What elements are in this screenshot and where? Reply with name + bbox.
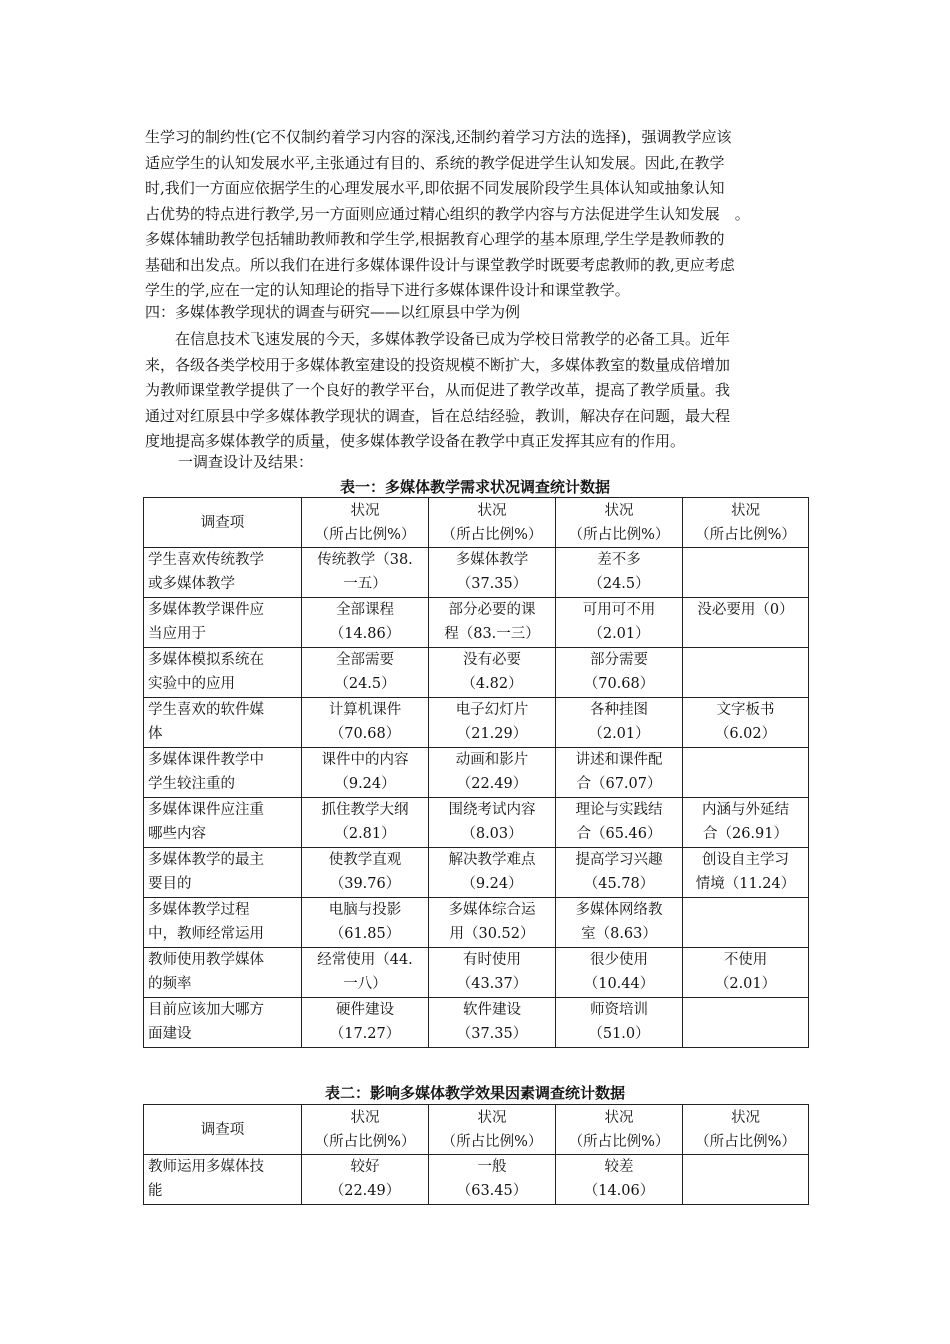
status-cell-line: 情境（11.24）	[695, 876, 796, 892]
status-cell	[683, 748, 809, 798]
status-cell-line: （21.29）	[456, 726, 528, 742]
header-status-label: 状况	[604, 1109, 634, 1126]
status-cell	[683, 848, 809, 898]
header-status-label: 状况	[350, 1109, 380, 1126]
status-cell	[429, 548, 556, 598]
status-cell	[556, 698, 683, 748]
survey-item-line: 教师使用教学媒体	[148, 952, 264, 968]
text-line: 占优势的特点进行教学,另一方面则应通过精心组织的教学内容与方法促进学生认知发展 。	[145, 204, 750, 223]
status-cell	[302, 798, 429, 848]
status-cell-line: 可用可不用	[582, 602, 656, 618]
status-cell-line: （2.01）	[588, 726, 650, 742]
status-cell-line: （45.78）	[583, 876, 655, 892]
status-cell-line: （14.86）	[329, 626, 401, 642]
status-cell-line: （2.81）	[334, 826, 396, 842]
status-cell	[683, 998, 809, 1048]
status-cell-line: （2.01）	[714, 976, 777, 992]
status-cell-line: 多媒体网络教	[575, 902, 663, 918]
status-cell-line: 不使用	[723, 952, 768, 968]
survey-item-cell	[144, 548, 302, 598]
status-cell	[429, 748, 556, 798]
status-cell	[683, 548, 809, 598]
text-line: 来，各级各类学校用于多媒体教室建设的投资规模不断扩大，多媒体教室的数量成倍增加	[145, 355, 731, 374]
survey-item-cell	[144, 998, 302, 1048]
text-line: 基础和出发点。所以我们在进行多媒体课件设计与课堂教学时既要考虑教师的教,更应考虑	[145, 255, 735, 274]
status-cell-line: （14.06）	[583, 1183, 655, 1199]
header-pct-label: （所占比例%）	[695, 526, 796, 543]
survey-item-line: 学生较注重的	[148, 776, 235, 792]
survey-item-line: 目前应该加大哪方	[148, 1002, 264, 1018]
survey-item-line: 多媒体教学课件应	[148, 602, 264, 618]
table-row	[144, 648, 809, 698]
status-cell	[302, 548, 429, 598]
status-cell-line: 电子幻灯片	[455, 702, 529, 718]
status-cell-line: 课件中的内容	[321, 752, 409, 768]
status-cell	[429, 898, 556, 948]
status-cell-line: 解决教学难点	[448, 852, 536, 868]
status-cell-line: 多媒体教学	[455, 552, 529, 568]
subsection-heading: 一调查设计及结果：	[178, 453, 314, 471]
survey-item-line: 多媒体课件应注重	[148, 802, 264, 818]
survey-item-line: 实验中的应用	[148, 676, 235, 692]
table-row	[144, 598, 809, 648]
status-cell-line: 硬件建设	[336, 1002, 394, 1018]
text-line: 生学习的制约性(它不仅制约着学习内容的深浅,还制约着学习方法的选择)，强调教学应该	[145, 128, 732, 146]
survey-item-cell	[144, 748, 302, 798]
table-header-row	[144, 1105, 809, 1155]
survey-item-line: 当应用于	[148, 626, 206, 642]
status-cell	[302, 698, 429, 748]
status-cell-line: 用（30.52）	[449, 926, 535, 942]
status-cell	[429, 948, 556, 998]
survey-item-line: 或多媒体教学	[148, 576, 235, 592]
status-cell-line: 一五）	[343, 576, 387, 592]
status-cell-line: 差不多	[597, 552, 641, 568]
status-cell-line: 使教学直观	[328, 852, 402, 868]
status-cell	[556, 848, 683, 898]
header-pct-label: （所占比例%）	[314, 1133, 416, 1150]
status-cell	[429, 698, 556, 748]
header-status	[683, 498, 809, 548]
status-cell-line: 动画和影片	[455, 752, 529, 768]
text-line: 度地提高多媒体教学的质量，使多媒体教学设备在教学中真正发挥其应有的作用。	[145, 432, 686, 450]
status-cell-line: （22.49）	[329, 1183, 401, 1199]
section-heading: 四：多媒体教学现状的调查与研究——以红原县中学为例	[145, 303, 521, 321]
status-cell-line: （70.68）	[329, 726, 401, 742]
status-cell-line: （22.49）	[456, 776, 528, 792]
table-row	[144, 548, 809, 598]
header-pct-label: （所占比例%）	[314, 526, 416, 543]
header-status-label: 状况	[350, 502, 380, 519]
survey-item-line: 教师运用多媒体技	[148, 1159, 264, 1175]
status-cell-line: （17.27）	[329, 1026, 401, 1042]
status-cell-line: 没有必要	[463, 652, 521, 668]
header-status-label: 状况	[731, 1109, 760, 1126]
table-row	[144, 998, 809, 1048]
survey-item-line: 学生喜欢的软件媒	[148, 702, 264, 718]
text-line: 通过对红原县中学多媒体教学现状的调查，旨在总结经验，教训，解决存在问题，最大程	[145, 406, 731, 425]
header-status-label: 状况	[731, 502, 760, 519]
text-line: 学生的学,应在一定的认知理论的指导下进行多媒体课件设计和课堂教学。	[145, 281, 630, 299]
status-cell-line: 理论与实践结	[575, 802, 663, 818]
status-cell	[429, 648, 556, 698]
status-cell	[302, 848, 429, 898]
status-cell	[556, 1155, 683, 1205]
status-cell-line: （24.5）	[588, 576, 650, 592]
status-cell	[302, 1155, 429, 1205]
status-cell-line: 合（65.46）	[576, 826, 662, 842]
header-status	[429, 498, 556, 548]
header-item: 调查项	[144, 1105, 302, 1155]
status-cell-line: 传统教学（38.	[317, 552, 413, 568]
status-cell-line: （70.68）	[583, 676, 655, 692]
survey-item-line: 多媒体模拟系统在	[148, 652, 264, 668]
text-line: 在信息技术飞速发展的今天，多媒体教学设备已成为学校日常教学的必备工具。近年	[145, 330, 731, 348]
survey-item-cell	[144, 898, 302, 948]
status-cell	[683, 648, 809, 698]
status-cell-line: （24.5）	[334, 676, 396, 692]
survey-item-cell	[144, 798, 302, 848]
header-pct-label: （所占比例%）	[695, 1133, 796, 1150]
survey-item-line: 能	[148, 1183, 163, 1199]
table-row	[144, 948, 809, 998]
status-cell-line: 多媒体综合运	[448, 902, 536, 918]
status-cell-line: 文字板书	[716, 702, 775, 718]
status-cell	[302, 948, 429, 998]
survey-item-cell	[144, 848, 302, 898]
status-cell-line: （9.24）	[461, 876, 523, 892]
paragraph-cognitive-development	[145, 125, 825, 304]
status-cell-line: （9.24）	[334, 776, 396, 792]
survey-item-cell	[144, 648, 302, 698]
header-status	[302, 1105, 429, 1155]
paragraph-survey-intro	[145, 327, 825, 455]
status-cell-line: （2.01）	[588, 626, 650, 642]
status-cell-line: （61.85）	[329, 926, 401, 942]
survey-item-line: 多媒体课件教学中	[148, 752, 264, 768]
survey-item-line: 多媒体教学的最主	[148, 852, 264, 868]
table-header-row	[144, 498, 809, 548]
status-cell-line: 一八）	[343, 976, 387, 992]
text-line: 适应学生的认知发展水平,主张通过有目的、系统的教学促进学生认知发展。因此,在教学	[145, 153, 725, 172]
status-cell-line: 各种挂图	[590, 702, 648, 718]
status-cell	[302, 648, 429, 698]
status-cell-line: 创设自主学习	[702, 852, 789, 868]
status-cell	[556, 798, 683, 848]
status-cell	[429, 998, 556, 1048]
status-cell	[683, 698, 809, 748]
header-status	[556, 1105, 683, 1155]
status-cell-line: 全部需要	[336, 652, 394, 668]
status-cell	[302, 898, 429, 948]
table1-caption: 表一：多媒体教学需求状况调查统计数据	[339, 478, 610, 496]
status-cell	[683, 1155, 809, 1205]
header-status	[683, 1105, 809, 1155]
table1-demand-survey	[143, 497, 809, 1048]
status-cell-line: 全部课程	[336, 602, 394, 618]
survey-item-line: 要目的	[148, 876, 192, 892]
status-cell-line: 很少使用	[590, 952, 648, 968]
survey-item-cell	[144, 698, 302, 748]
text-line: 多媒体辅助教学包括辅助教师教和学生学,根据教育心理学的基本原理,学生学是教师教的	[145, 230, 725, 248]
status-cell-line: （6.02）	[714, 726, 777, 742]
survey-item-cell	[144, 948, 302, 998]
status-cell-line: 提高学习兴趣	[575, 852, 663, 868]
header-status-label: 状况	[604, 502, 634, 519]
status-cell	[683, 948, 809, 998]
table-row	[144, 748, 809, 798]
status-cell	[556, 598, 683, 648]
table-row	[144, 898, 809, 948]
status-cell	[556, 998, 683, 1048]
status-cell-line: 合（67.07）	[576, 776, 662, 792]
status-cell-line: （4.82）	[461, 676, 523, 692]
status-cell-line: 一般	[477, 1159, 507, 1175]
status-cell-line: 程（83.一三）	[444, 626, 540, 642]
header-pct-label: （所占比例%）	[441, 1133, 543, 1150]
status-cell-line: 室（8.63）	[581, 926, 657, 942]
status-cell-line: （8.03）	[461, 826, 523, 842]
status-cell-line: 经常使用（44.	[317, 952, 413, 968]
status-cell	[302, 598, 429, 648]
status-cell-line: 部分需要	[590, 652, 648, 668]
table-row	[144, 798, 809, 848]
header-status	[429, 1105, 556, 1155]
status-cell-line: 围绕考试内容	[448, 802, 536, 818]
status-cell	[556, 648, 683, 698]
table-row	[144, 698, 809, 748]
survey-item-line: 多媒体教学过程	[148, 902, 250, 918]
status-cell	[683, 798, 809, 848]
status-cell	[429, 848, 556, 898]
header-pct-label: （所占比例%）	[568, 1133, 670, 1150]
survey-item-line: 体	[148, 726, 163, 742]
status-cell-line: 内涵与外延结	[702, 802, 789, 818]
status-cell-line: 部分必要的课	[448, 602, 536, 618]
table2-caption: 表二：影响多媒体教学效果因素调查统计数据	[324, 1084, 625, 1102]
status-cell-line: 电脑与投影	[328, 902, 402, 918]
header-pct-label: （所占比例%）	[441, 526, 543, 543]
status-cell	[556, 948, 683, 998]
status-cell-line: （10.44）	[583, 976, 655, 992]
status-cell-line: 抓住教学大纲	[321, 802, 409, 818]
survey-item-line: 面建设	[148, 1026, 192, 1042]
status-cell-line: （37.35）	[456, 1026, 528, 1042]
status-cell	[429, 598, 556, 648]
table-row	[144, 848, 809, 898]
header-status	[556, 498, 683, 548]
status-cell	[302, 748, 429, 798]
header-status-label: 状况	[477, 1109, 507, 1126]
survey-item-line: 的频率	[148, 976, 192, 992]
status-cell-line: 较好	[350, 1159, 380, 1175]
survey-item-line: 学生喜欢传统教学	[148, 552, 264, 568]
status-cell-line: （37.35）	[456, 576, 528, 592]
status-cell-line: 讲述和课件配	[575, 752, 663, 768]
status-cell	[556, 898, 683, 948]
status-cell	[556, 548, 683, 598]
status-cell-line: 软件建设	[463, 1002, 521, 1018]
header-status	[302, 498, 429, 548]
status-cell-line: 师资培训	[590, 1002, 648, 1018]
status-cell-line: 有时使用	[463, 952, 521, 968]
table2-effect-factors	[143, 1104, 809, 1205]
status-cell	[683, 598, 809, 648]
header-item: 调查项	[144, 498, 302, 548]
text-line: 为教师课堂教学提供了一个良好的教学平台，从而促进了教学改革，提高了教学质量。我	[145, 381, 731, 399]
survey-item-cell	[144, 598, 302, 648]
status-cell-line: （63.45）	[456, 1183, 528, 1199]
survey-item-line: 中，教师经常运用	[148, 926, 264, 942]
status-cell-line: 没必要用（0）	[697, 602, 794, 618]
header-pct-label: （所占比例%）	[568, 526, 670, 543]
status-cell-line: （51.0）	[588, 1026, 650, 1042]
status-cell	[302, 998, 429, 1048]
table-row	[144, 1155, 809, 1205]
survey-item-line: 哪些内容	[148, 826, 206, 842]
text-line: 时,我们一方面应依据学生的心理发展水平,即依据不同发展阶段学生具体认知或抽象认知	[145, 179, 725, 197]
status-cell-line: 较差	[604, 1159, 634, 1175]
status-cell-line: （39.76）	[329, 876, 401, 892]
header-status-label: 状况	[477, 502, 507, 519]
status-cell-line: 合（26.91）	[702, 826, 788, 842]
status-cell	[429, 1155, 556, 1205]
status-cell-line: （43.37）	[456, 976, 528, 992]
status-cell-line: 计算机课件	[328, 702, 402, 718]
survey-item-cell	[144, 1155, 302, 1205]
status-cell	[429, 798, 556, 848]
status-cell	[556, 748, 683, 798]
status-cell	[683, 898, 809, 948]
